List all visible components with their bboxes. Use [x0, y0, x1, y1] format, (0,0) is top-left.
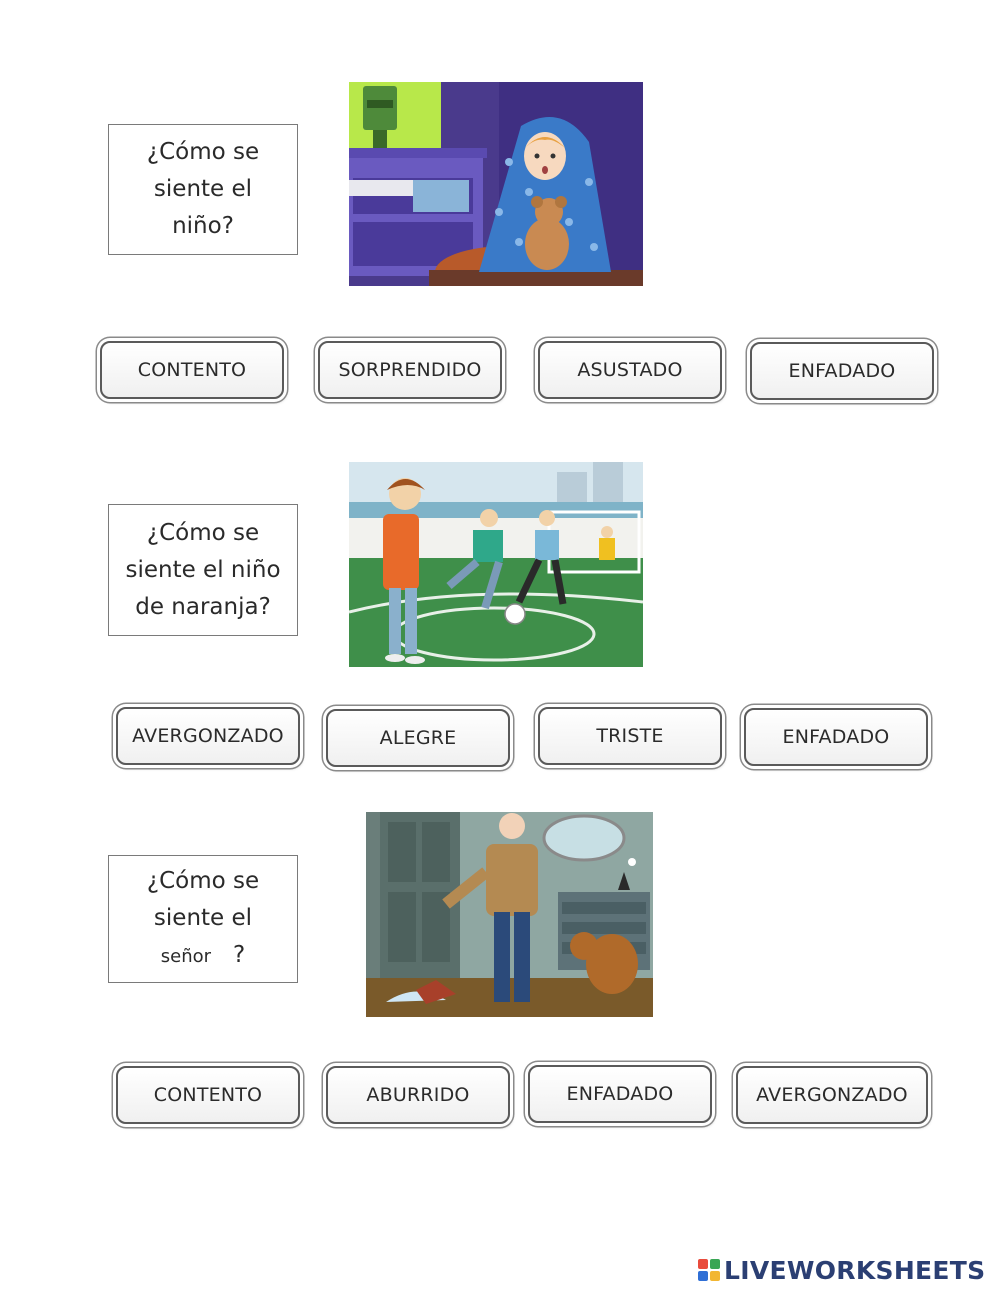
question-1-line-3: niño?	[172, 213, 234, 239]
liveworksheets-logo-text: LIVEWORKSHEETS	[724, 1255, 986, 1285]
question-2-line-2: siente el niño	[125, 556, 281, 583]
scared-boy-image	[349, 82, 643, 286]
question-3-line-3	[147, 937, 259, 975]
q1-option-sorprendido-button[interactable]: SORPRENDIDO	[318, 341, 502, 399]
liveworksheets-logo-icon	[698, 1259, 720, 1281]
q2-option-avergonzado-button[interactable]: AVERGONZADO	[116, 707, 300, 765]
q3-option-enfadado-button[interactable]: ENFADADO	[528, 1065, 712, 1123]
q1-option-asustado-button[interactable]: ASUSTADO	[538, 341, 722, 399]
question-3-line-2: siente el	[153, 905, 253, 931]
question-2-line-1: ¿Cómo se	[146, 519, 260, 546]
q2-option-alegre-button[interactable]: ALEGRE	[326, 709, 510, 767]
q2-option-enfadado-button[interactable]: ENFADADO	[744, 708, 928, 766]
soccer-boys-image	[349, 462, 643, 667]
angry-man-image	[366, 812, 653, 1017]
question-3-box	[108, 855, 298, 983]
q3-option-aburrido-button[interactable]: ABURRIDO	[326, 1066, 510, 1124]
q2-option-triste-button[interactable]: TRISTE	[538, 707, 722, 765]
question-1-box	[108, 124, 298, 255]
question-3-word: señor	[160, 946, 212, 967]
question-2-line-3: de naranja?	[135, 593, 271, 620]
question-2-box	[108, 504, 298, 636]
q3-option-avergonzado-button[interactable]: AVERGONZADO	[736, 1066, 928, 1124]
q3-option-contento-button[interactable]: CONTENTO	[116, 1066, 300, 1124]
q1-option-enfadado-button[interactable]: ENFADADO	[750, 342, 934, 400]
question-3-line-1: ¿Cómo se	[146, 868, 260, 894]
question-1-line-2: siente el	[153, 176, 253, 202]
q1-option-contento-button[interactable]: CONTENTO	[100, 341, 284, 399]
question-3-mark: ?	[232, 942, 246, 968]
question-1-line-1: ¿Cómo se	[146, 139, 260, 165]
liveworksheets-logo	[698, 1255, 985, 1285]
